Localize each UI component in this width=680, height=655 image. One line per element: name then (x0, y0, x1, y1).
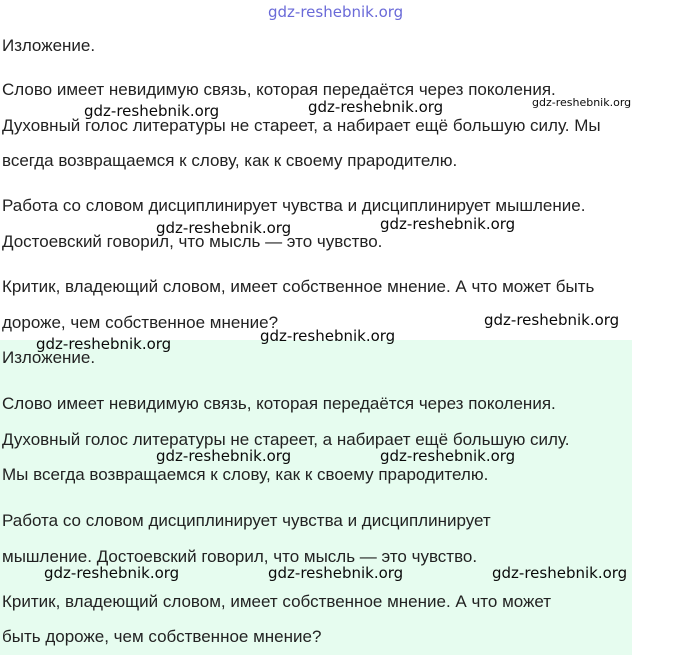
watermark-top: gdz-reshebnik.org (268, 3, 404, 21)
answer-title: Изложение. (2, 348, 96, 367)
watermark: gdz-reshebnik.org (44, 564, 180, 582)
original-line: всегда возвращаемся к слову, как к своему прародителю. (2, 151, 458, 170)
original-line: дороже, чем собственное мнение? (2, 313, 279, 332)
watermark: gdz-reshebnik.org (492, 564, 628, 582)
answer-line: Мы всегда возвращаемся к слову, как к своему прародителю. (2, 465, 489, 484)
original-line: Работа со словом дисциплинирует чувства и дисциплинирует мышление. (2, 196, 586, 215)
watermark: gdz-reshebnik.org (156, 447, 292, 465)
watermark: gdz-reshebnik.org (484, 311, 620, 329)
original-line: Критик, владеющий словом, имеет собственное мнение. А что может быть (2, 277, 595, 296)
watermark: gdz-reshebnik.org (532, 96, 632, 109)
answer-line: Духовный голос литературы не стареет, а набирает ещё большую силу. (2, 430, 570, 449)
answer-line: быть дороже, чем собственное мнение? (2, 627, 322, 646)
original-line: Духовный голос литературы не стареет, а набирает ещё большую силу. Мы (2, 116, 601, 135)
watermark: gdz-reshebnik.org (308, 98, 444, 116)
original-line: Достоевский говорил, что мысль — это чувство. (2, 232, 383, 251)
answer-line: Критик, владеющий словом, имеет собственное мнение. А что может (2, 592, 552, 611)
answer-line: Слово имеет невидимую связь, которая передаётся через поколения. (2, 394, 556, 413)
watermark: gdz-reshebnik.org (36, 335, 172, 353)
watermark: gdz-reshebnik.org (268, 564, 404, 582)
answer-line: мышление. Достоевский говорил, что мысль — это чувство. (2, 547, 478, 566)
watermark: gdz-reshebnik.org (84, 102, 220, 120)
watermark: gdz-reshebnik.org (380, 447, 516, 465)
watermark: gdz-reshebnik.org (260, 327, 396, 345)
watermark: gdz-reshebnik.org (380, 215, 516, 233)
original-line: Слово имеет невидимую связь, которая передаётся через поколения. (2, 80, 556, 99)
watermark: gdz-reshebnik.org (156, 219, 292, 237)
answer-line: Работа со словом дисциплинирует чувства и дисциплинирует (2, 511, 491, 530)
original-title: Изложение. (2, 36, 96, 55)
